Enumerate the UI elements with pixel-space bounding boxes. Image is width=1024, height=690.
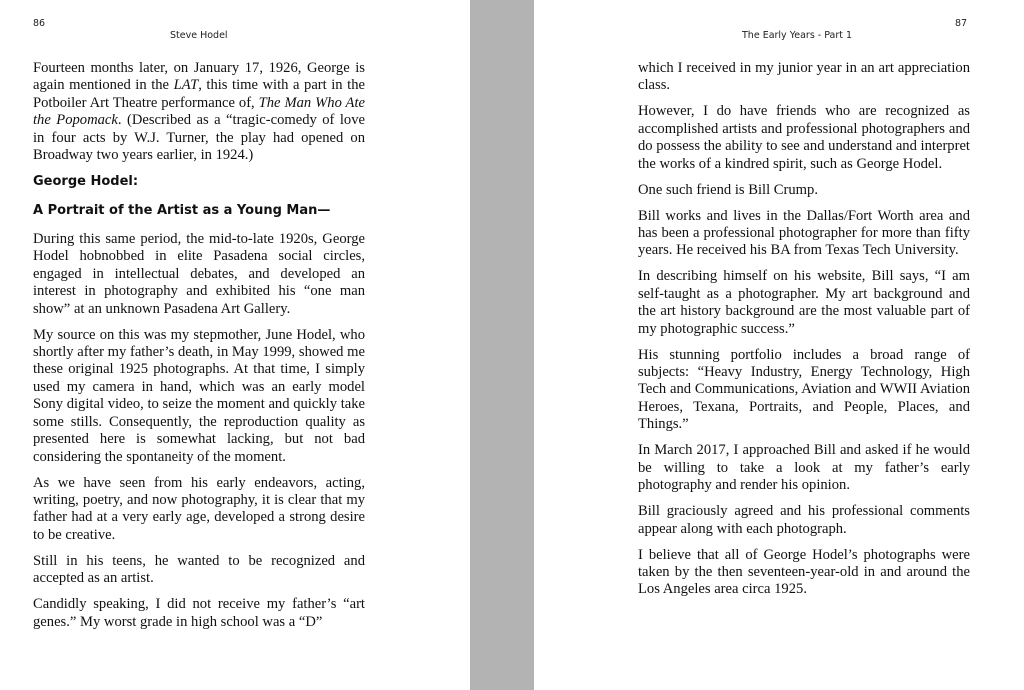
right-paragraph-3: One such friend is Bill Crump. [638,181,818,198]
left-page-number: 86 [33,18,46,29]
left-paragraph-5: Still in his teens, he wanted to be recognized and accepted as an artist. [33,552,365,587]
book-gutter [470,0,534,690]
right-page-number: 87 [955,18,968,29]
right-paragraph-8: Bill graciously agreed and his professional comments appear along with each photograph. [638,503,970,537]
right-paragraph-2: However, I do have friends who are recognized as accomplished artists and professional photographers and do possess the ability to see and understand and interpret the works of a kindred spirit, such as George Hodel. [638,103,970,172]
left-paragraph-1: Fourteen months later, on January 17, 1926, George is again mentioned in the LAT, this time with a part in the Potboiler Art Theatre performance of, The Man Who Ate the Popomack. (Described as a “tragic-comedy of love in four acts by W.J. Turner, the play had opened on Broadway two years earlier, in 1924.) [33,60,365,164]
right-paragraph-6: His stunning portfolio includes a broad range of subjects: “Heavy Industry, Energy Technology, High Tech and Communications, Aviation and WWII Aviation Heroes, Texana, Portraits, and People, Places, and Things.” [638,346,970,433]
right-page [534,0,1024,690]
right-running-header: The Early Years - Part 1 [742,30,853,41]
right-paragraph-7: In March 2017, I approached Bill and asked if he would be willing to take a look at my father’s early photography and render his opinion. [638,442,970,494]
left-body [33,60,365,631]
left-paragraph-2: During this same period, the mid-to-late 1920s, George Hodel hobnobbed in elite Pasadena social circles, engaged in intellectual debates, and developed an interest in photography and exhibited his “one man show” at an unknown Pasadena Art Gallery. [33,231,365,317]
lat-abbrev: LAT [173,77,199,94]
section-heading-2: A Portrait of the Artist as a Young Man— [33,203,331,219]
play-title: The Man Who Ate the Popomack [33,94,365,129]
right-body [638,60,970,599]
left-paragraph-6: Candidly speaking, I did not receive my father’s “art genes.” My worst grade in high school was a “D” [33,596,365,630]
right-paragraph-1: which I received in my junior year in an art appreciation class. [638,60,970,94]
left-paragraph-3: My source on this was my stepmother, June Hodel, who shortly after my father’s death, in May 1999, showed me these original 1925 photographs. At that time, I simply used my camera in hand, which was an early model Sony digital video, to seize the moment and quickly take some stills. Consequently, the reproduction quality as presented here is somewhat lacking, but not bad considering the spontaneity of the moment. [33,326,365,465]
left-page [0,0,470,690]
right-paragraph-4: Bill works and lives in the Dallas/Fort Worth area and has been a professional photographer for more than fifty years. He received his BA from Texas Tech University. [638,207,970,259]
left-running-header: Steve Hodel [170,30,228,41]
section-heading-1: George Hodel: [33,174,139,190]
right-paragraph-5: In describing himself on his website, Bill says, “I am self-taught as a photographer. My art background and the art history background are the most valuable part of my photographic success.” [638,268,970,337]
right-paragraph-9: I believe that all of George Hodel’s photographs were taken by the then seventeen-year-old in and around the Los Angeles area circa 1925. [638,546,970,598]
left-paragraph-4: As we have seen from his early endeavors, acting, writing, poetry, and now photography, it is clear that my father had at a very early age, developed a strong desire to be creative. [33,474,365,543]
